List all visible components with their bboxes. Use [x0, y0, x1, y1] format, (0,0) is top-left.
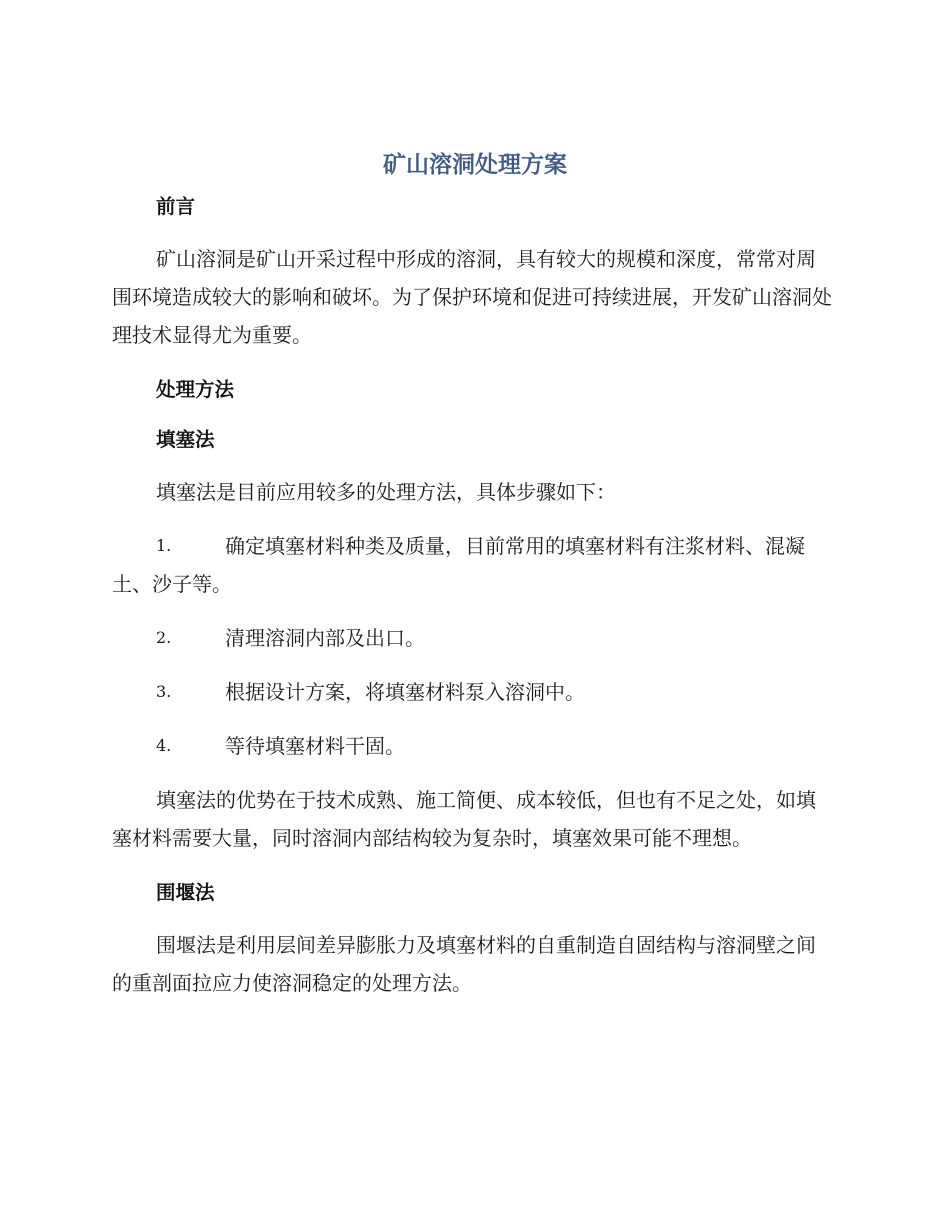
section-heading-preface: 前言 [156, 195, 196, 218]
section-heading-weir-method: 围堰法 [156, 881, 215, 904]
list-number: 1. [156, 536, 172, 555]
preface-paragraph: 矿山溶洞是矿山开采过程中形成的溶洞，具有较大的规模和深度，常常对周围环境造成较大的影响和破坏。为了保护环境和促进可持续进展，开发矿山溶洞处理技术显得尤为重要。 [112, 247, 832, 347]
list-item [112, 619, 834, 657]
document-title: 矿山溶洞处理方案 [383, 152, 567, 178]
document-body [112, 190, 834, 1002]
list-item [112, 527, 834, 603]
section-heading-methods: 处理方法 [156, 378, 235, 401]
list-text: 根据设计方案，将填塞材料泵入溶洞中。 [225, 680, 585, 704]
list-text: 等待填塞材料干固。 [225, 734, 405, 758]
weir-method-paragraph: 围堰法是利用层间差异膨胀力及填塞材料的自重制造自固结构与溶洞壁之间的重剖面拉应力使溶洞稳定的处理方法。 [112, 933, 816, 995]
list-item [112, 673, 834, 711]
list-number: 4. [156, 736, 172, 755]
fill-method-summary: 填塞法的优势在于技术成熟、施工简便、成本较低，但也有不足之处，如填塞材料需要大量，同时溶洞内部结构较为复杂时，填塞效果可能不理想。 [112, 788, 816, 850]
list-item [112, 727, 834, 765]
list-text: 清理溶洞内部及出口。 [225, 626, 425, 650]
list-text: 确定填塞材料种类及质量，目前常用的填塞材料有注浆材料、混凝土、沙子等。 [112, 534, 805, 596]
list-number: 2. [156, 628, 172, 647]
section-heading-fill-method: 填塞法 [156, 428, 215, 451]
fill-method-intro: 填塞法是目前应用较多的处理方法，具体步骤如下： [156, 480, 616, 504]
list-number: 3. [156, 682, 172, 701]
